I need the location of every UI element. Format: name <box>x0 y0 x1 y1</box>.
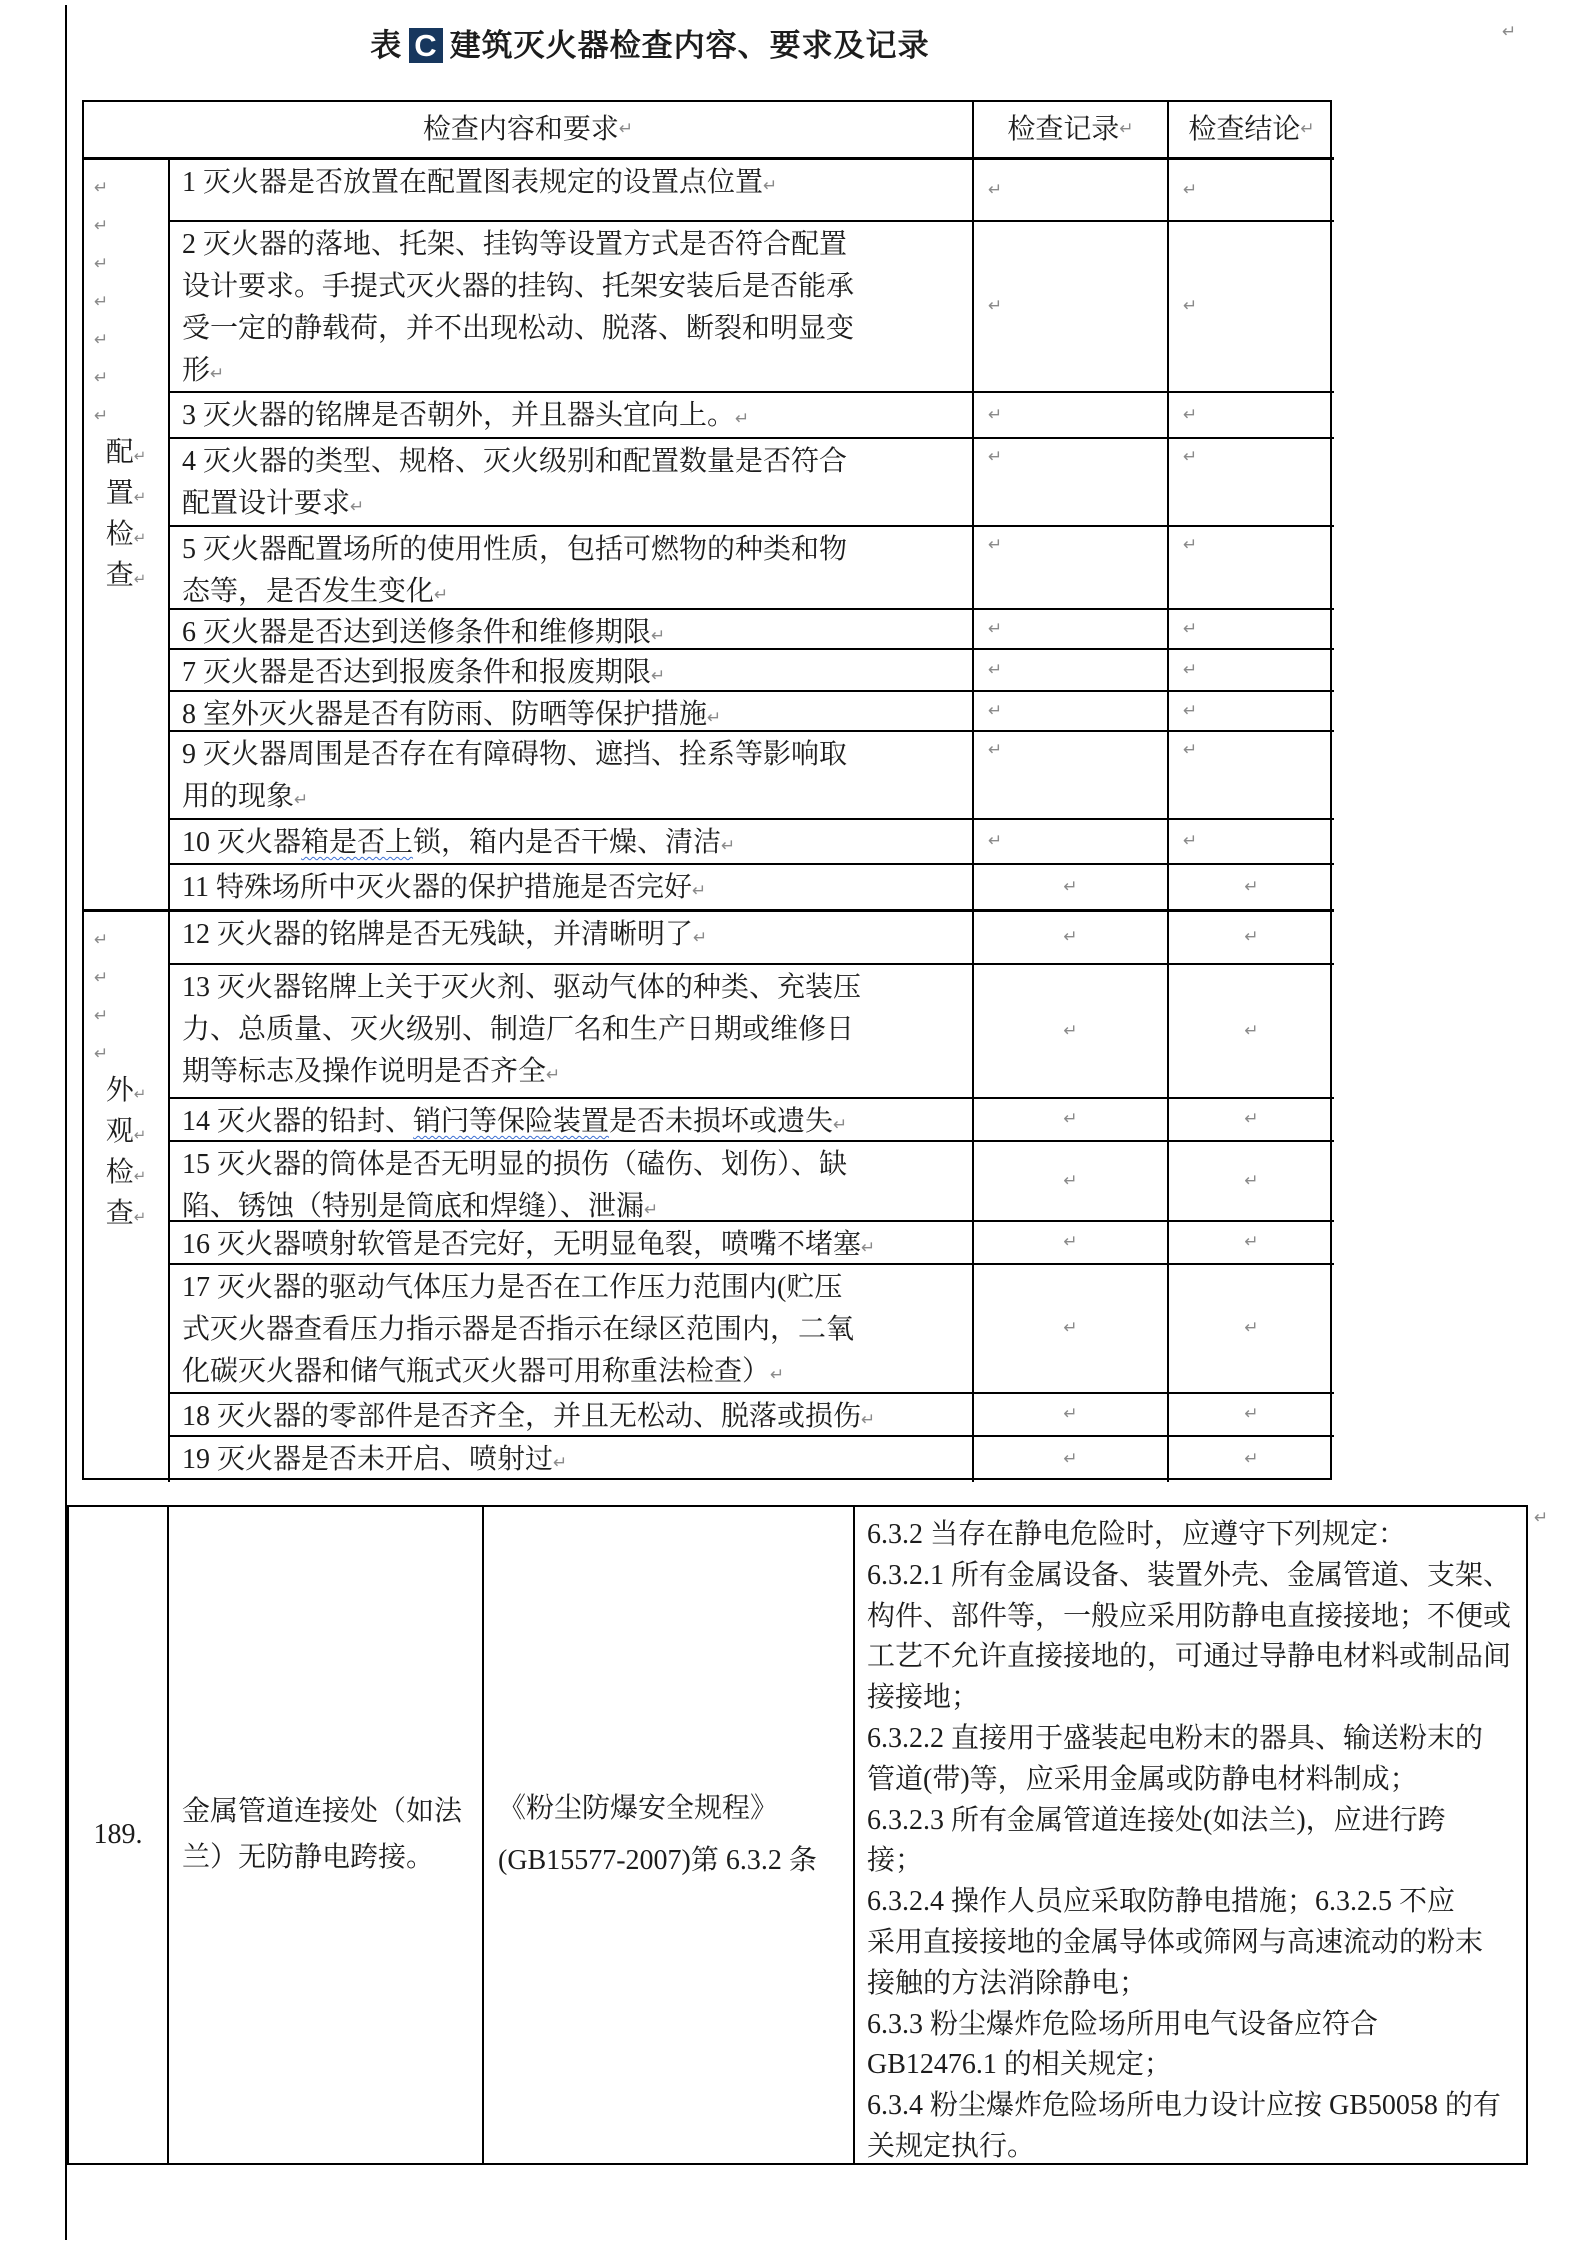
header-inspection-conclusion: 检查结论 ↵ <box>1169 102 1334 160</box>
regulation-citation: 《粉尘防爆安全规程》 (GB15577-2007)第 6.3.2 条 <box>484 1507 855 2163</box>
record-cell-10: ↵ <box>974 820 1169 865</box>
document-title <box>280 20 1020 65</box>
conclusion-cell-16: ↵ <box>1169 1222 1334 1265</box>
record-cell-12: ↵ <box>974 912 1169 965</box>
inspection-item-18: 18 灭火器的零部件是否齐全，并且无松动、脱落或损伤↵ <box>170 1394 974 1437</box>
conclusion-cell-18: ↵ <box>1169 1394 1334 1437</box>
inspection-item-1: 1 灭火器是否放置在配置图表规定的设置点位置↵ <box>170 160 974 222</box>
inspection-item-19: 19 灭火器是否未开启、喷射过↵ <box>170 1437 974 1482</box>
conclusion-cell-5: ↵ <box>1169 527 1334 610</box>
inspection-item-8: 8 室外灭火器是否有防雨、防晒等保护措施↵ <box>170 692 974 732</box>
inspection-item-5: 5 灭火器配置场所的使用性质，包括可燃物的种类和物 态等，是否发生变化↵ <box>170 527 974 610</box>
record-cell-19: ↵ <box>974 1437 1169 1482</box>
inspection-item-7: 7 灭火器是否达到报废条件和报废期限↵ <box>170 650 974 692</box>
inspection-item-2: 2 灭火器的落地、托架、挂钩等设置方式是否符合配置 设计要求。手提式灭火器的挂钩、托架安装后是否能承 受一定的静载荷，并不出现松动、脱落、断裂和明显变 形↵ <box>170 222 974 393</box>
inspection-item-15: 15 灭火器的筒体是否无明显的损伤（磕伤、划伤）、缺 陷、锈蚀（特别是筒底和焊缝）、泄漏↵ <box>170 1142 974 1222</box>
record-cell-8: ↵ <box>974 692 1169 732</box>
record-cell-15: ↵ <box>974 1142 1169 1222</box>
paragraph-mark: ↵ <box>1502 22 1517 42</box>
conclusion-cell-19: ↵ <box>1244 1449 1259 1469</box>
inspection-item-17: 17 灭火器的驱动气体压力是否在工作压力范围内(贮压 式灭火器查看压力指示器是否指示在绿区范围内，二氧 化碳灭火器和储气瓶式灭火器可用称重法检查）↵ <box>170 1265 974 1394</box>
record-cell-11: ↵ <box>974 865 1169 912</box>
conclusion-cell-8: ↵ <box>1169 692 1334 732</box>
inspection-item-14: 14 灭火器的铅封、销闩等保险装置是否未损坏或遗失↵ <box>170 1099 974 1142</box>
violation-description: 金属管道连接处（如法兰）无防静电跨接。 <box>169 1507 484 2163</box>
inspection-item-11: 11 特殊场所中灭火器的保护措施是否完好↵ <box>170 865 974 912</box>
inspection-table <box>82 100 1332 1480</box>
conclusion-cell-12: ↵ <box>1169 912 1334 965</box>
conclusion-cell-15: ↵ <box>1169 1142 1334 1222</box>
record-cell-9: ↵ <box>974 732 1169 820</box>
header-inspection-record: 检查记录 ↵ <box>974 102 1169 160</box>
record-cell-7: ↵ <box>974 650 1169 692</box>
conclusion-cell-14: ↵ <box>1169 1099 1334 1142</box>
record-cell-1: ↵ <box>974 160 1169 222</box>
title-prefix: 表 <box>370 28 403 63</box>
inspection-item-10: 10 灭火器箱是否上锁，箱内是否干燥、清洁↵ <box>170 820 974 865</box>
inspection-item-9: 9 灭火器周围是否存在有障碍物、遮挡、拴系等影响取 用的现象↵ <box>170 732 974 820</box>
conclusion-cell-13: ↵ <box>1169 965 1334 1099</box>
record-cell-6: ↵ <box>974 610 1169 650</box>
inspection-item-13: 13 灭火器铭牌上关于灭火剂、驱动气体的种类、充装压 力、总质量、灭火级别、制造厂名和生产日期或维修日 期等标志及操作说明是否齐全↵ <box>170 965 974 1099</box>
conclusion-cell-11: ↵ <box>1169 865 1334 912</box>
conclusion-cell-17: ↵ <box>1169 1265 1334 1394</box>
title-suffix: 建筑灭火器检查内容、要求及记录 <box>449 28 930 63</box>
conclusion-cell-7: ↵ <box>1169 650 1334 692</box>
conclusion-cell-9: ↵ <box>1169 732 1334 820</box>
inspection-item-12: 12 灭火器的铭牌是否无残缺，并清晰明了↵ <box>170 912 974 965</box>
record-cell-14: ↵ <box>974 1099 1169 1142</box>
inspection-item-4: 4 灭火器的类型、规格、灭火级别和配置数量是否符合 配置设计要求↵ <box>170 439 974 527</box>
record-cell-5: ↵ <box>974 527 1169 610</box>
regulation-text: 6.3.2 当存在静电危险时，应遵守下列规定： 6.3.2.1 所有金属设备、装置外壳、金属管道、支架、 构件、部件等，一般应采用防静电直接接地；不便或 工艺不允许直接接地的，可通过导静电材料或制品间 接接地； 6.3.2.2 直接用于盛装起电粉末的器具、输送粉末的 管道(带)等，应采用金属或防静电材料制成； 6.3.2.3 所有金属管道连接处(如法兰)，应进行跨 接； 6.3.2.4 操作人员应采取防静电措施；6.3.2.5 不应 采用直接接地的金属导体或筛网与高速流动的粉末 接触的方法消除静电； 6.3.3 粉尘爆炸危险场所用电气设备应符合 GB12476.1 的相关规定； 6.3.4 粉尘爆炸危险场所电力设计应按 GB50058 的有 关规定执行。 <box>867 1519 1512 2162</box>
conclusion-cell-1: ↵ <box>1169 160 1334 222</box>
conclusion-cell-10: ↵ <box>1169 820 1334 865</box>
title-highlighted-letter: C <box>409 28 442 63</box>
record-cell-18: ↵ <box>974 1394 1169 1437</box>
record-cell-16: ↵ <box>974 1222 1169 1265</box>
record-cell-2: ↵ <box>974 222 1169 393</box>
row-end-mark: ↵ <box>1534 1508 1549 1528</box>
inspection-item-16: 16 灭火器喷射软管是否完好，无明显龟裂，喷嘴不堵塞↵ <box>170 1222 974 1265</box>
violation-number: 189. <box>69 1507 169 2163</box>
inspection-item-6: 6 灭火器是否达到送修条件和维修期限↵ <box>170 610 974 650</box>
header-content-requirements: 检查内容和要求 ↵ <box>84 102 974 160</box>
conclusion-cell-2: ↵ <box>1169 222 1334 393</box>
violation-table <box>67 1505 1528 2165</box>
conclusion-cell-6: ↵ <box>1169 610 1334 650</box>
group-label-appearance-check: ↵ ↵ ↵ ↵ 外↵ 观↵ 检↵ 查↵ <box>84 912 170 1482</box>
record-cell-17: ↵ <box>974 1265 1169 1394</box>
record-cell-3: ↵ <box>974 393 1169 439</box>
record-cell-4: ↵ <box>974 439 1169 527</box>
inspection-item-3: 3 灭火器的铭牌是否朝外，并且器头宜向上。↵ <box>170 393 974 439</box>
conclusion-cell-3: ↵ <box>1169 393 1334 439</box>
group-label-configuration-check: ↵ ↵ ↵ ↵ ↵ ↵ ↵ 配↵ 置↵ 检↵ 查↵ <box>84 160 170 912</box>
conclusion-cell-4: ↵ <box>1169 439 1334 527</box>
record-cell-13: ↵ <box>974 965 1169 1099</box>
